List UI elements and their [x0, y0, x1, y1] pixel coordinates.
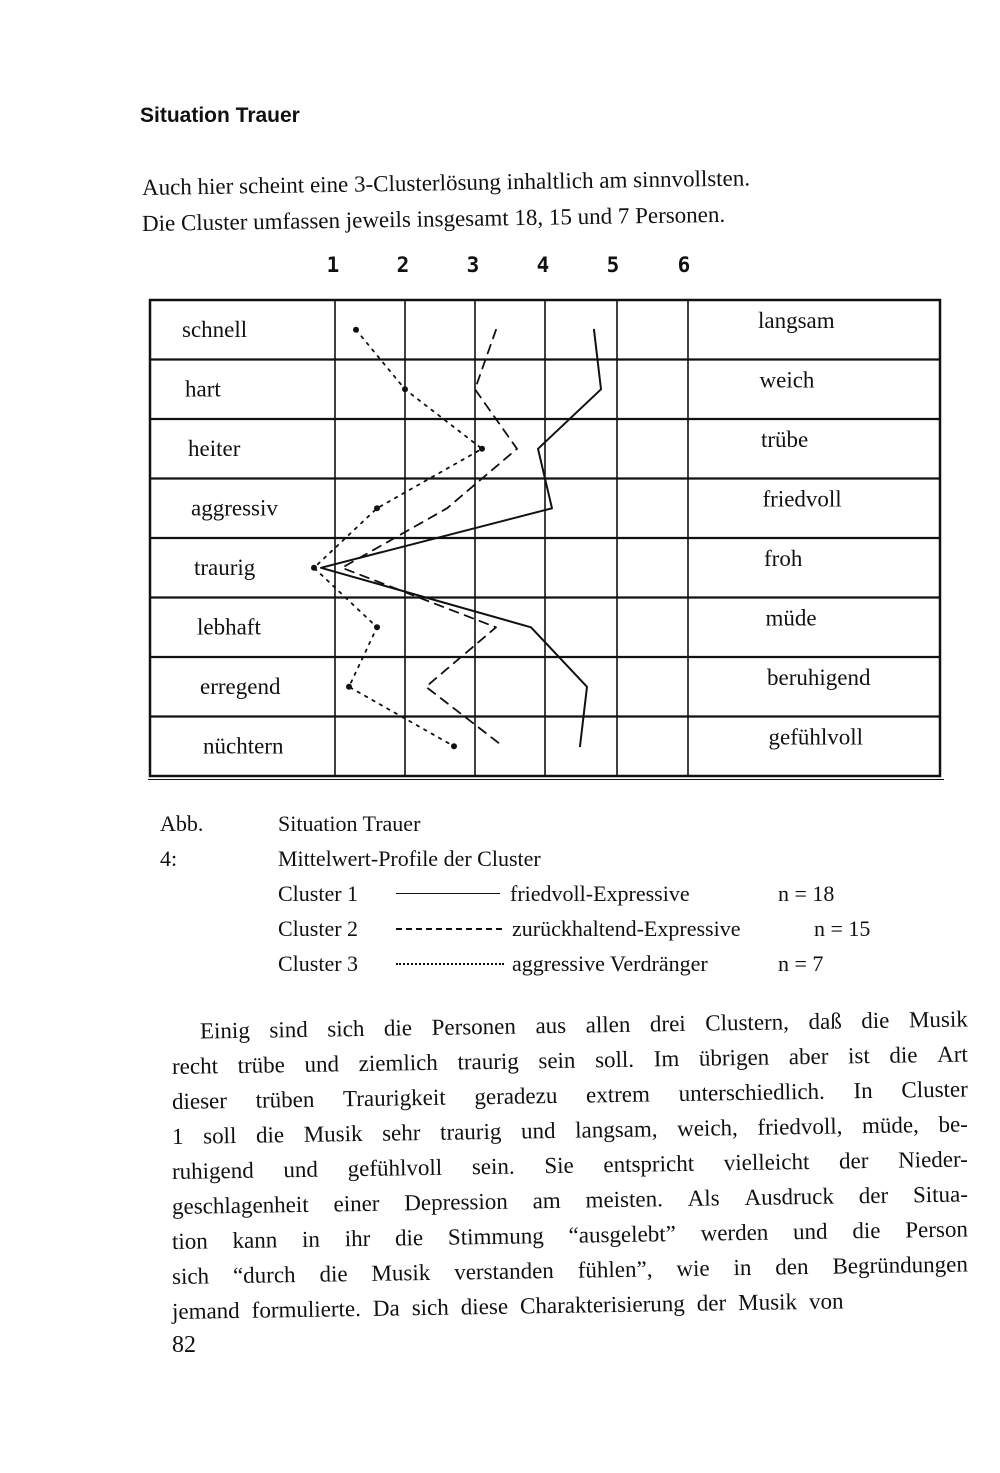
body-word: meisten.: [585, 1186, 664, 1213]
body-word: soll: [202, 1122, 237, 1149]
column-number: 3: [466, 253, 480, 277]
body-word: die: [861, 1007, 890, 1034]
left-adjective-label: schnell: [182, 317, 248, 342]
body-word: drei: [649, 1010, 686, 1037]
body-word: die: [319, 1261, 348, 1287]
profile-point: [451, 743, 457, 749]
body-word: sein: [538, 1047, 576, 1074]
body-word: sich: [327, 1015, 365, 1042]
right-adjective-label: beruhigend: [767, 665, 871, 690]
profile-point: [374, 505, 380, 511]
body-word: entspricht: [603, 1150, 695, 1178]
right-adjective-label: gefühlvoll: [768, 724, 864, 750]
body-word: gefühlvoll: [347, 1154, 443, 1182]
body-word: sich: [171, 1263, 210, 1289]
body-word: “ausgelebt”: [568, 1221, 677, 1248]
left-adjective-label: erregend: [200, 674, 281, 699]
intro-paragraph: [141, 165, 942, 242]
body-word: jemand: [171, 1297, 240, 1324]
body-word: trübe: [237, 1052, 286, 1078]
legend-cluster-desc: friedvoll-Expressive: [510, 881, 690, 906]
body-word: Musik: [303, 1121, 363, 1147]
body-word: unterschiedlich.: [678, 1078, 826, 1107]
legend-dotted-line: [396, 963, 504, 965]
body-word: ist: [847, 1043, 870, 1069]
body-word: fühlen”,: [577, 1256, 653, 1283]
body-word: Als: [687, 1185, 720, 1211]
body-word: Sie: [544, 1152, 574, 1179]
body-word: aus: [535, 1012, 567, 1039]
profile-point: [311, 565, 317, 571]
right-adjective-label: langsam: [758, 308, 835, 333]
right-adjective-label: friedvoll: [762, 486, 842, 512]
body-word: “durch: [232, 1262, 296, 1289]
body-word: In: [853, 1077, 873, 1104]
body-word: werden: [700, 1219, 769, 1246]
body-word: ziemlich: [358, 1049, 439, 1077]
body-word: Depression: [404, 1188, 508, 1216]
body-word: die: [394, 1225, 424, 1251]
body-word: extrem: [585, 1081, 651, 1108]
body-word: Musik: [908, 1006, 968, 1033]
intro-line: Auch hier scheint eine 3-Clusterlösung inhaltlich am sinnvollsten.: [141, 165, 751, 200]
legend-solid-line: [396, 893, 500, 894]
profile-point: [353, 327, 359, 333]
column-number: 6: [677, 253, 691, 277]
column-number: 5: [606, 253, 620, 277]
body-word: Ausdruck: [744, 1183, 835, 1211]
page-number: 82: [172, 1332, 196, 1358]
body-word: die: [889, 1042, 918, 1068]
body-word: be-: [938, 1111, 969, 1137]
body-word: kann: [232, 1227, 278, 1254]
legend-cluster-name: Cluster 3: [278, 951, 359, 976]
figure-label: Abb. 4:: [160, 811, 204, 871]
body-word: geschlagenheit: [171, 1191, 309, 1219]
body-word: friedvoll,: [757, 1113, 843, 1140]
body-word: Person: [905, 1216, 969, 1243]
left-adjective-label: heiter: [188, 436, 241, 461]
right-adjective-label: müde: [765, 605, 817, 631]
legend-dashed-line: [396, 928, 502, 930]
body-word: Musik: [737, 1289, 798, 1316]
body-word: Charakterisierung: [519, 1290, 685, 1319]
legend-cluster-n: n = 7: [778, 951, 824, 976]
body-word: einer: [333, 1190, 380, 1217]
body-word: diese: [460, 1293, 509, 1320]
body-word: dieser: [171, 1088, 228, 1114]
column-number: 2: [396, 253, 410, 277]
body-word: daß: [808, 1008, 842, 1034]
profile-point: [374, 624, 380, 630]
body-word: ihr: [344, 1225, 371, 1252]
body-word: traurig: [457, 1048, 519, 1075]
body-word: formulierte.: [251, 1296, 362, 1323]
semantic-differential-chart: [0, 280, 1000, 780]
left-adjective-label: nüchtern: [203, 733, 284, 759]
body-word: der: [838, 1148, 869, 1174]
profile-point: [479, 446, 485, 452]
body-word: Personen: [431, 1013, 517, 1040]
body-word: die: [255, 1122, 285, 1148]
legend-cluster-name: Cluster 1: [278, 881, 359, 906]
body-word: sich: [411, 1294, 449, 1321]
body-word: Stimmung: [447, 1223, 544, 1250]
body-word: Clustern,: [705, 1009, 790, 1036]
body-word: der: [696, 1290, 727, 1316]
body-word: Musik: [371, 1259, 431, 1286]
body-word: recht: [171, 1053, 219, 1079]
body-word: sein.: [471, 1153, 515, 1180]
body-word: und: [304, 1051, 340, 1077]
column-number: 1: [326, 253, 340, 277]
body-word: sehr: [381, 1120, 421, 1146]
legend-cluster-n: n = 18: [778, 881, 835, 906]
body-word: weich,: [676, 1115, 738, 1142]
body-word: der: [858, 1182, 889, 1209]
body-word: aber: [788, 1043, 829, 1070]
body-word: Da: [372, 1295, 400, 1321]
right-adjective-label: trübe: [761, 427, 809, 452]
body-word: die: [852, 1217, 881, 1244]
body-word: Im: [653, 1046, 680, 1072]
section-heading: Situation Trauer: [140, 104, 300, 127]
body-word: die: [383, 1015, 413, 1041]
right-adjective-label: weich: [759, 367, 815, 393]
body-word: Cluster: [901, 1076, 969, 1103]
body-word: Einig: [199, 1017, 251, 1044]
body-word: Begründungen: [832, 1251, 969, 1279]
body-word: und: [792, 1218, 828, 1245]
body-word: tion: [171, 1228, 208, 1254]
legend-cluster-name: Cluster 2: [278, 916, 359, 941]
body-word: am: [532, 1187, 561, 1214]
body-word: vielleicht: [723, 1148, 810, 1176]
left-adjective-label: aggressiv: [191, 495, 278, 521]
profile-point: [402, 386, 408, 392]
right-adjective-label: froh: [764, 546, 803, 571]
body-word: von: [808, 1288, 844, 1314]
profile-point: [346, 684, 352, 690]
left-adjective-label: hart: [185, 376, 221, 402]
body-word: langsam,: [574, 1116, 658, 1143]
legend-cluster-desc: aggressive Verdränger: [512, 951, 708, 976]
body-word: Traurigkeit: [342, 1084, 446, 1112]
left-adjective-label: traurig: [194, 555, 256, 580]
body-word: müde,: [861, 1112, 920, 1139]
legend-cluster-n: n = 15: [814, 916, 871, 941]
body-word: sind: [269, 1016, 308, 1043]
body-word: den: [775, 1254, 809, 1280]
legend-cluster-desc: zurückhaltend-Expressive: [512, 916, 741, 941]
body-word: und: [520, 1117, 556, 1144]
body-word: geradezu: [474, 1082, 558, 1110]
body-word: allen: [585, 1011, 631, 1038]
body-word: wie: [676, 1255, 710, 1282]
body-word: traurig: [439, 1118, 502, 1145]
body-word: soll.: [594, 1046, 635, 1073]
body-word: Situa-: [912, 1181, 969, 1208]
body-word: in: [301, 1226, 321, 1252]
column-number: 4: [536, 253, 550, 277]
body-paragraph: [171, 1006, 969, 1329]
body-word: Nieder-: [897, 1146, 969, 1173]
body-word: Art: [936, 1041, 968, 1067]
body-word: in: [733, 1254, 752, 1281]
body-word: trüben: [255, 1086, 315, 1113]
body-word: übrigen: [698, 1044, 770, 1071]
intro-line: Die Cluster umfassen jeweils insgesamt 18, 15 und 7 Personen.: [141, 201, 726, 236]
body-word: ruhigend: [171, 1157, 254, 1184]
body-word: verstanden: [454, 1258, 555, 1285]
body-word: 1: [171, 1123, 184, 1149]
figure-title: Situation Trauer: [278, 811, 421, 836]
figure-subtitle: Mittelwert-Profile der Cluster: [278, 846, 541, 871]
left-adjective-label: lebhaft: [197, 614, 261, 640]
scale-column-numbers: [0, 253, 1000, 283]
body-word: und: [283, 1156, 319, 1183]
